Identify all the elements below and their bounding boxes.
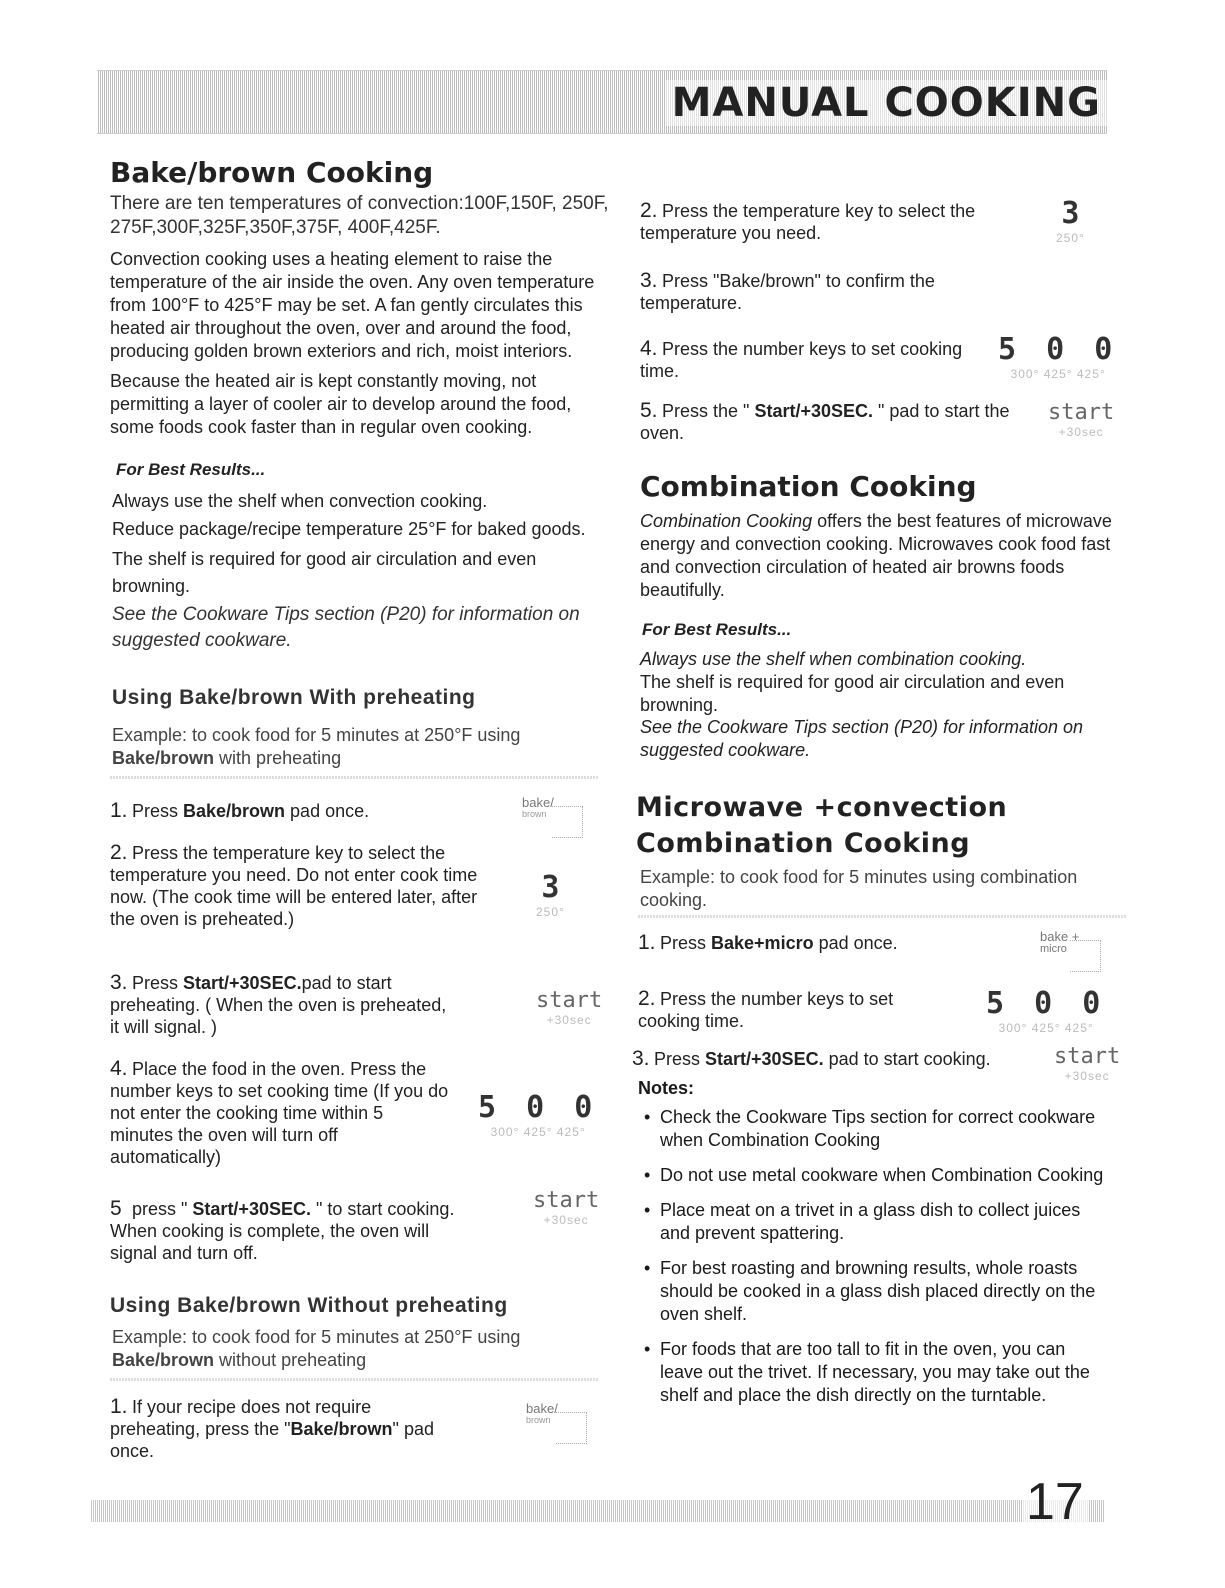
combo-best-results-heading: For Best Results...	[642, 620, 792, 639]
temp-display-icon: 3 250°	[1056, 196, 1085, 245]
footer-band	[90, 1500, 1105, 1522]
right-step-3: 3. Press "Bake/brown" to confirm the temperature.	[640, 269, 935, 313]
best-results-heading: For Best Results...	[116, 460, 266, 479]
note-item: • Place meat on a trivet in a glass dish to collect juices and prevent spattering.	[638, 1199, 1108, 1245]
bake-micro-key-icon: bake + micro	[1040, 930, 1079, 956]
best-tip-1: Always use the shelf when convection cooking.	[112, 491, 488, 511]
mc-step-1: 1. Press Bake+micro pad once.	[638, 931, 898, 954]
right-step-5: 5. Press the " Start/+30SEC. " pad to start the oven.	[640, 399, 1010, 443]
divider	[110, 1378, 598, 1381]
mc-step-2: 2. Press the number keys to set cooking time.	[638, 987, 894, 1031]
preheat-step-4: 4. Place the food in the oven. Press the number keys to set cooking time (If you do not enter the cooking time within 5 minutes the oven will turn off automatically)	[110, 1057, 449, 1167]
divider	[110, 776, 598, 779]
preheat-step-5: 5 press " Start/+30SEC. " to start cooking. When cooking is complete, the oven will signal and turn off.	[110, 1197, 455, 1263]
time-display-icon: 5 0 0 300° 425° 425°	[998, 332, 1119, 381]
bake-brown-title: Bake/brown Cooking	[110, 156, 434, 189]
divider	[638, 915, 1126, 918]
best-tip-3: The shelf is required for good air circulation and even browning.	[112, 549, 537, 596]
combo-best-1: Always use the shelf when combination cooking.	[640, 649, 1027, 669]
combo-best-2: The shelf is required for good air circulation and even browning.	[640, 672, 1065, 715]
no-preheat-title: Using Bake/brown Without preheating	[110, 1294, 508, 1317]
start-key-icon: start +30sec	[536, 988, 603, 1027]
note-item: • Check the Cookware Tips section for correct cookware when Combination Cooking	[638, 1106, 1108, 1152]
preheat-example: Example: to cook food for 5 minutes at 250°F using Bake/brown with preheating	[112, 725, 521, 768]
page-title: MANUAL COOKING	[666, 80, 1107, 126]
mc-example: Example: to cook food for 5 minutes using combination cooking.	[640, 867, 1078, 910]
notes-list	[638, 1106, 1108, 1419]
best-tip-2: Reduce package/recipe temperature 25°F for baked goods.	[112, 519, 586, 539]
page-number: 17	[1022, 1472, 1088, 1532]
preheat-title: Using Bake/brown With preheating	[112, 686, 476, 709]
notes-heading: Notes:	[638, 1078, 695, 1098]
start-key-icon: start +30sec	[533, 1188, 600, 1227]
combination-title: Combination Cooking	[640, 470, 977, 503]
intro-text: There are ten temperatures of convection:100F,150F, 250F, 275F,300F,325F,350F,375F, 400F,425F.	[110, 193, 609, 238]
note-item: • For best roasting and browning results, whole roasts should be cooked in a glass dish placed directly on the oven shelf.	[638, 1257, 1108, 1326]
no-preheat-step-1: 1. If your recipe does not require preheating, press the "Bake/brown" pad once.	[110, 1395, 434, 1461]
preheat-step-2: 2. Press the temperature key to select the temperature you need. Do not enter cook time now. (The cook time will be entered later, after the oven is preheated.)	[110, 841, 478, 929]
bake-brown-key-icon: bake/ brown	[526, 1402, 558, 1425]
mc-step-3: 3. Press Start/+30SEC. pad to start cooking.	[632, 1047, 991, 1070]
start-key-icon: start +30sec	[1054, 1044, 1121, 1083]
no-preheat-example: Example: to cook food for 5 minutes at 250°F using Bake/brown without preheating	[112, 1327, 521, 1370]
convection-paragraph: Convection cooking uses a heating element to raise the temperature of the air inside the oven. Any oven temperature from 100°F to 425°F may be set. A fan gently circulates this heated air throughout the oven, over and around the food, producing golden brown exteriors and rich, moist interiors.	[110, 249, 595, 361]
time-display-icon: 5 0 0 300° 425° 425°	[986, 986, 1107, 1035]
time-display-icon: 5 0 0 300° 425° 425°	[478, 1090, 599, 1139]
preheat-step-3: 3. Press Start/+30SEC.pad to start preheating. ( When the oven is preheated, it will signal. )	[110, 971, 447, 1037]
heated-air-paragraph: Because the heated air is kept constantly moving, not permitting a layer of cooler air to develop around the food, some foods cook faster than in regular oven cooking.	[110, 371, 572, 437]
combination-intro: Combination Cooking offers the best features of microwave energy and convection cooking. Microwaves cook food fast and convection circulation of heated air browns foods beautifully.	[640, 511, 1112, 600]
right-step-2: 2. Press the temperature key to select the temperature you need.	[640, 199, 976, 243]
right-step-4: 4. Press the number keys to set cooking time.	[640, 337, 963, 381]
combo-best-3: See the Cookware Tips section (P20) for information on suggested cookware.	[640, 717, 1084, 760]
microwave-convection-title: Microwave +convection Combination Cooking	[636, 792, 1008, 859]
start-key-icon: start +30sec	[1048, 400, 1115, 439]
temp-display-icon: 3 250°	[536, 870, 565, 919]
note-item: • For foods that are too tall to fit in the oven, you can leave out the trivet. If necessary, you may take out the shelf and place the dish directly on the turntable.	[638, 1338, 1108, 1407]
see-cookware-tips: See the Cookware Tips section (P20) for information on suggested cookware.	[112, 604, 580, 651]
note-item: • Do not use metal cookware when Combination Cooking	[638, 1164, 1108, 1187]
bake-brown-key-icon: bake/ brown	[522, 796, 554, 819]
preheat-step-1: 1. Press Bake/brown pad once.	[110, 799, 370, 822]
